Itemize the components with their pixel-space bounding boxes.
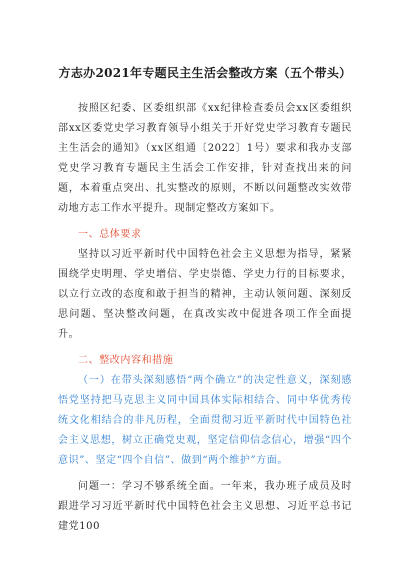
document-title: 方志办2021年专题民主生活会整改方案（五个带头） (58, 66, 352, 80)
section-heading-general-requirements: 一、总体要求 (78, 229, 142, 240)
intro-paragraph: 按照区纪委、区委组织部《xx纪律检查委员会xx区委组织部xx区委党史学习教育领导小组关于开好党史学习教育专题民主生活会的通知》（xx区组通〔2022〕1号）要求和我办支部党史学习教育专题民主生活会工作安排，针对查找出来的问题，本着重点突出、扎实整改的原则，不断以问题整改实效带动地方志工作水平提升。现制定整改方案如下。 (58, 103, 352, 214)
general-requirements-paragraph: 坚持以习近平新时代中国特色社会主义思想为指导，紧紧围绕学史明理、学史增信、学史崇德、学史力行的目标要求，以立行立改的态度和敢于担当的精神，主动认领问题、深刻反思问题、坚决整改问题，在真改实改中促进各项工作全面提升。 (58, 249, 352, 340)
problem-one-paragraph: 问题一：学习不够系统全面。一年来，我办班子成员及时跟进学习习近平新时代中国特色社会主义思想、习近平总书记建党100 (58, 481, 352, 532)
subsection-one-paragraph: （一）在带头深刻感悟“两个确立”的决定性意义，深刻感悟党坚持把马克思主义同中国具体实际相结合、同中华优秀传统文化相结合的非凡历程，全面贯彻习近平新时代中国特色社会主义思想，树立正确党史观，坚定信仰信念信心，增强“四个意识”、坚定“四个自信”、做到“两个维护”方面。 (58, 375, 352, 466)
section-heading-rectification: 二、整改内容和措施 (78, 355, 174, 366)
